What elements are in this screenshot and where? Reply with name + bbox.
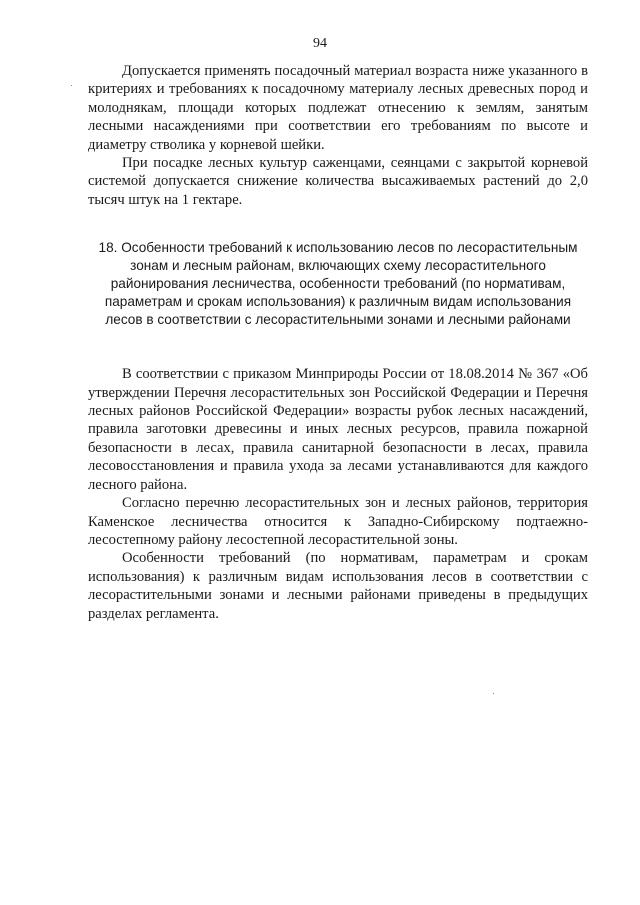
paragraph-forest-district: Согласно перечню лесорастительных зон и лесных районов, территория Каменское лесничества относится к Западно-Сибирскому подтаежно-лесостепному району лесостепной лесорастительной зоны. [88, 495, 588, 548]
document-body [88, 62, 588, 623]
paragraph-ministry-order: В соответствии с приказом Минприроды России от 18.08.2014 № 367 «Об утверждении Перечня лесорастительных зон Российской Федерации и Перечня лесных районов Российской Федерации» возрасты рубок лесных насаждений, правила заготовки древесины и иных лесных ресурсов, правила пожарной безопасности в лесах, правила санитарной безопасности в лесах, правила лесовосстановления и правила ухода за лесами устанавливаются для каждого лесного района. [88, 366, 588, 493]
paragraph-planting-material-age: Допускается применять посадочный материал возраста ниже указанного в критериях и требованиях к посадочному материалу лесных древесных пород и молоднякам, площади которых подлежат отнесению к землям, занятым лесными насаждениями при соответствии его требованиям по высоте и диаметру стволика у корневой шейки. [88, 63, 588, 153]
section-heading: 18. Особенности требований к использованию лесов по лесорастительным зонам и лесным районам, включающих схему лесорастительного районирования лесничества, особенности требований (по нормативам, параметрам и срокам использования) к различным видам использования лесов в соответствии с лесорастительными зонами и лесными районами [98, 240, 578, 328]
paragraph-requirements-reference: Особенности требований (по нормативам, параметрам и срокам использования) к различным видам использования лесов в соответствии с лесорастительными зонами и лесными районами приведены в предыдущих разделах регламента. [88, 550, 588, 622]
scan-speck [71, 85, 72, 86]
scan-speck [493, 693, 494, 694]
page-number: 94 [313, 36, 327, 51]
paragraph-closed-root-seedlings: При посадке лесных культур саженцами, сеянцами с закрытой корневой системой допускается снижение количества высаживаемых растений до 2,0 тысяч штук на 1 гектаре. [88, 155, 588, 208]
